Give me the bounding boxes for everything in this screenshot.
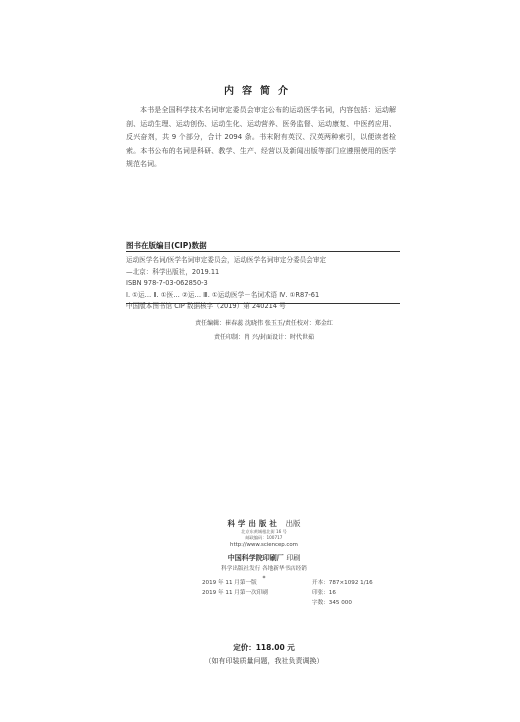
publisher-suffix: 出版 xyxy=(285,519,301,528)
print-sheets: 印张：16 xyxy=(312,590,336,596)
cip-imprint-line: —北京：科学出版社，2019.11 xyxy=(126,267,220,276)
quality-notice: （如有印装质量问题，我社负责调换） xyxy=(204,657,324,665)
summary-body: 本书是全国科学技术名词审定委员会审定公布的运动医学名词，内容包括：运动解剖、运动生理、运动创伤、运动生化、运动营养、医务监督、运动康复、中医药应用、反兴奋剂，共 9 个部分，合计 2094 条。书末附有英汉、汉英两种索引，以便读者检索。本书公布的名词是科研、教学、生产、经营以及新闻出版等部门应遵照使用的医学规范名词。 xyxy=(126,106,396,169)
edition-format: 开本：787×1092 1/16 xyxy=(312,580,373,586)
printing-row xyxy=(202,588,422,598)
summary-title: 内容简介 xyxy=(224,86,296,97)
printer-name: 中国科学院印刷厂 xyxy=(227,554,284,562)
cip-isbn-line: ISBN 978-7-03-062850-3 xyxy=(126,279,208,288)
wordcount-spacer xyxy=(202,598,312,608)
publisher-name-line xyxy=(126,518,402,529)
publisher-address: 北京东黄城根北街 16 号 xyxy=(241,529,287,534)
printer-suffix: 印刷 xyxy=(286,554,301,562)
wordcount-row xyxy=(202,598,422,608)
cip-classification-line: Ⅰ. ①运… Ⅱ. ①医… ②运… Ⅲ. ①运动医学－名词术语 Ⅳ. ①R87-61 xyxy=(126,290,320,299)
publisher-name: 科学出版社 xyxy=(227,519,280,528)
publisher-url: http://www.sciencep.com xyxy=(230,542,298,548)
price: 定价：118.00 元 xyxy=(233,643,295,652)
wordcount: 字数：345 000 xyxy=(312,600,352,606)
cip-bottom-rule xyxy=(126,303,400,304)
distributor-line: 科学出版社发行 各地新华书店经销 xyxy=(221,566,307,572)
cip-top-rule xyxy=(126,251,400,252)
staff-editors-line: 责任编辑：崔春蕊 沈晓伟 张玉玉/责任校对：郑金红 xyxy=(195,320,333,327)
cip-block xyxy=(126,255,402,313)
printer-line xyxy=(126,552,402,564)
publisher-block xyxy=(126,518,402,583)
cip-header: 图书在版编目(CIP)数据 xyxy=(126,241,207,250)
separator-star: * xyxy=(262,575,266,582)
publisher-postcode: 邮政编码：100717 xyxy=(245,535,283,540)
edition-date: 2019 年 11 月第一版 xyxy=(202,580,257,586)
cip-record-number-line: 中国版本图书馆 CIP 数据核字（2019）第 240214 号 xyxy=(126,302,286,311)
staff-printing-line: 责任印制：肖 兴/封面设计：时代世茹 xyxy=(214,334,314,341)
staff-credits xyxy=(126,317,402,345)
edition-row xyxy=(202,578,422,588)
edition-block xyxy=(202,578,422,608)
cip-title-line: 运动医学名词/医学名词审定委员会，运动医学名词审定分委员会审定 xyxy=(126,256,327,264)
print-date: 2019 年 11 月第一次印刷 xyxy=(202,590,268,596)
